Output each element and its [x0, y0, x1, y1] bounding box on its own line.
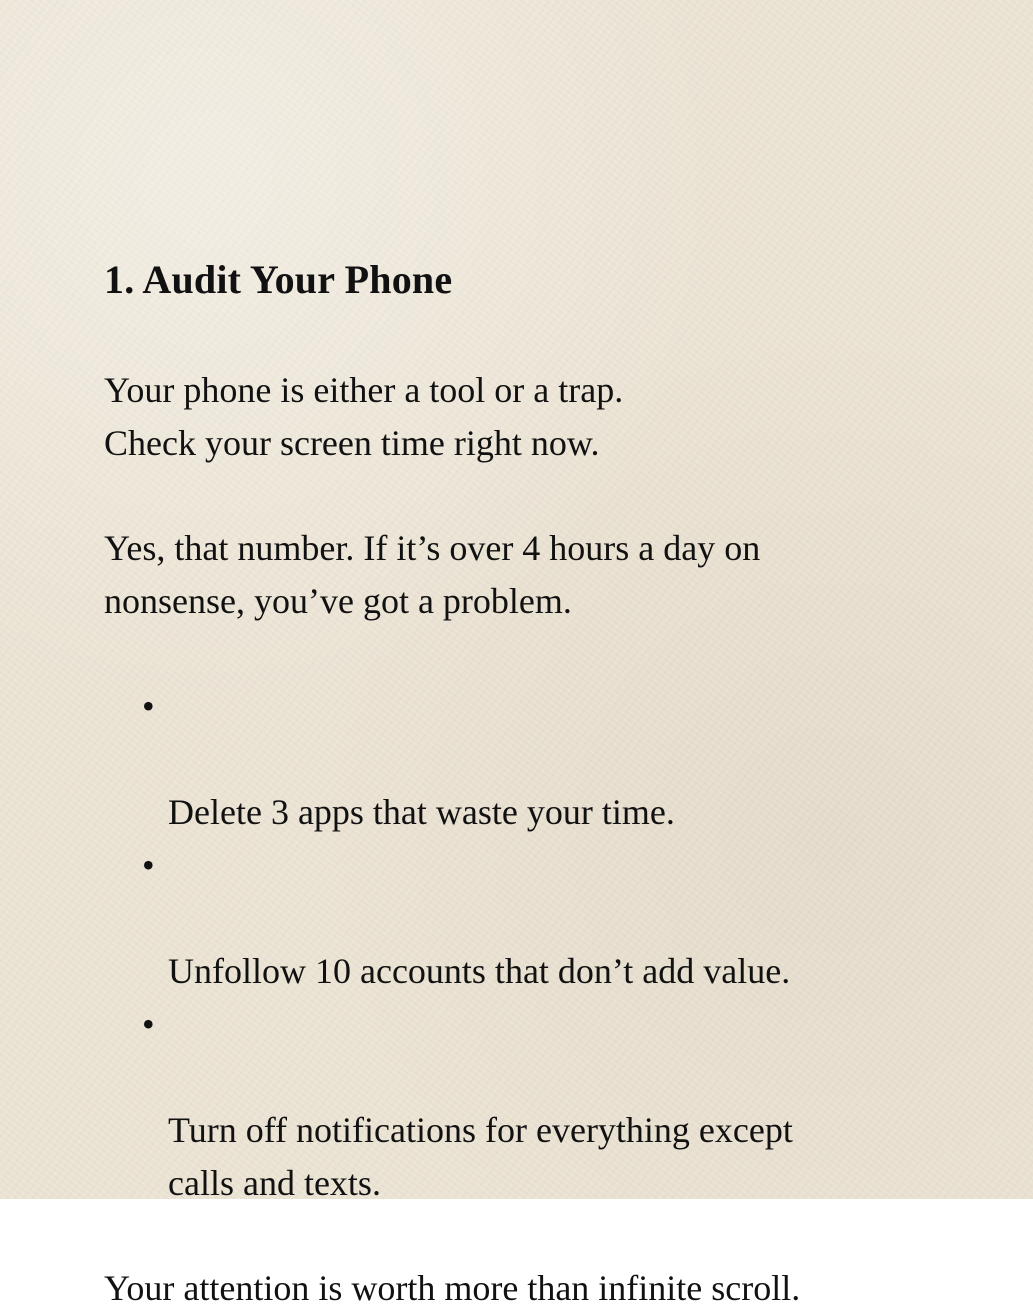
list-item-text: Turn off notifications for everything except calls and texts. [168, 1110, 793, 1203]
bullet-icon: • [142, 845, 155, 885]
screen-time-paragraph: Yes, that number. If it’s over 4 hours a day on nonsense, you’ve got a problem. [104, 528, 761, 621]
closing-paragraph: Your attention is worth more than infinite scroll. [104, 1268, 801, 1308]
action-list [104, 680, 964, 1210]
list-item-text: Unfollow 10 accounts that don’t add value. [168, 951, 791, 991]
list-item [142, 998, 964, 1210]
bullet-icon: • [142, 686, 155, 726]
intro-paragraph: Your phone is either a tool or a trap. Check your screen time right now. [104, 370, 624, 463]
article-content [104, 254, 964, 1315]
list-item [142, 839, 964, 998]
list-item [142, 680, 964, 839]
list-item-text: Delete 3 apps that waste your time. [168, 792, 675, 832]
section-heading: 1. Audit Your Phone [104, 257, 453, 302]
bullet-icon: • [142, 1004, 155, 1044]
